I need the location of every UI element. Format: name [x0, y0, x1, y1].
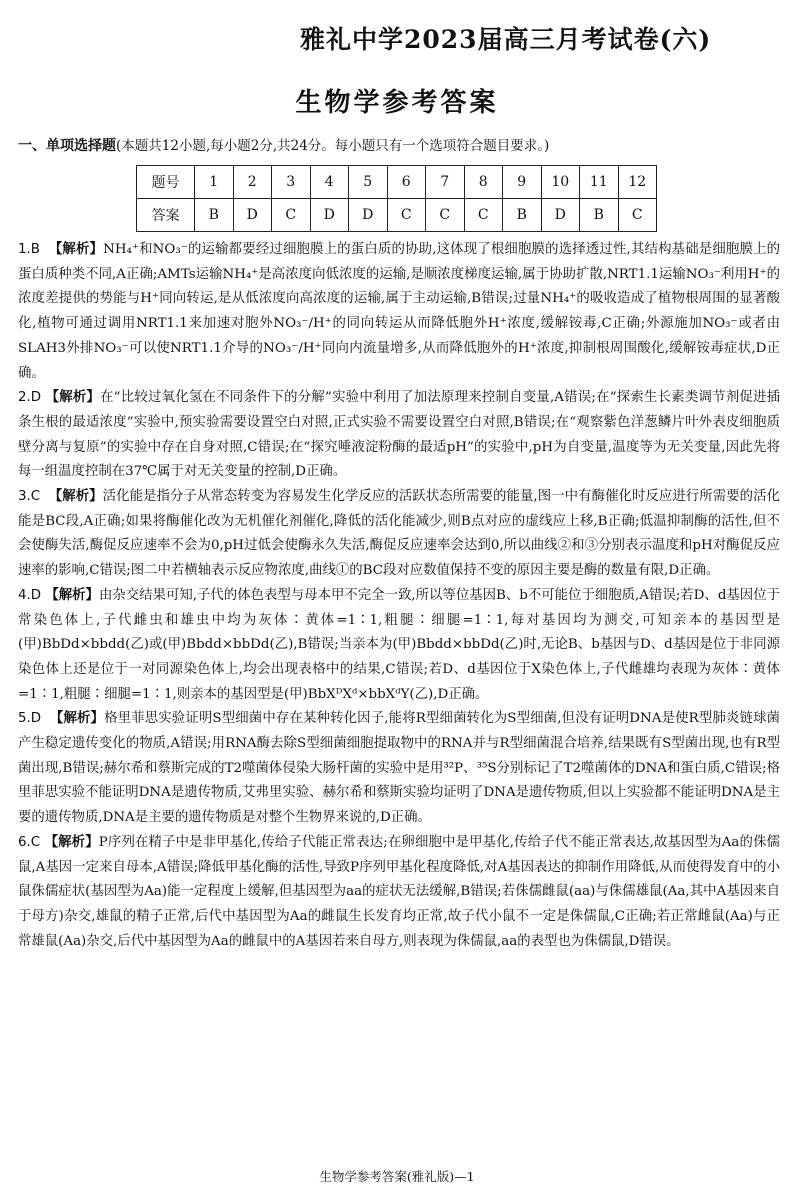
- item-number: 4.D: [18, 587, 42, 603]
- analysis-tag: 【解析】: [48, 242, 104, 257]
- item-text: 由杂交结果可知,子代的体色表型与母本甲不完全一致,所以等位基因B、b不可能位于细胞质,A错误;若D、d基因位于常染色体上,子代雌虫和雄虫中均为灰体∶黄体=1∶1,粗腿∶细腿=1∶1,每对基因均为测交,可知亲本的基因型是(甲)BbDd×bbdd(乙)或(甲)Bbdd×bbDd(乙),B错误;当亲本为(甲)Bbdd×bbDd(乙)时,无论B、b基因与D、d基因是位于非同源染色体上还是位于一对同源染色体上,均会出现表格中的结果,C错误;若D、d基因位于X染色体上,子代雌雄均表现为灰体∶黄体=1∶1,粗腿∶细腿=1∶1,则亲本的基因型是(甲)BbXᴰXᵈ×bbXᵈY(乙),D正确。: [18, 587, 780, 702]
- question-number: 5: [349, 166, 388, 199]
- answer-cell: C: [464, 199, 503, 232]
- explanations: [18, 238, 780, 954]
- answer-cell: B: [195, 199, 234, 232]
- answer-cell: B: [580, 199, 619, 232]
- answer-cell: D: [233, 199, 272, 232]
- page-footer: 生物学参考答案(雅礼版)—1: [319, 1169, 475, 1184]
- answer-cell: B: [503, 199, 542, 232]
- answer-cell: D: [541, 199, 580, 232]
- analysis-tag: 【解析】: [45, 587, 99, 603]
- row-label-answer: 答案: [137, 199, 195, 232]
- item-text: 活化能是指分子从常态转变为容易发生化学反应的活跃状态所需要的能量,图一中有酶催化时反应进行所需要的活化能是BC段,A正确;如果将酶催化改为无机催化剂催化,降低的活化能减少,则B点对应的虚线应上移,B正确;低温抑制酶的活性,但不会使酶失活,酶促反应速率不会为0,pH过低会使酶永久失活,酶促反应速率会达到0,所以曲线②和③分别表示温度和pH对酶促反应速率的影响,C错误;图二中若横轴表示反应物浓度,曲线①的BC段对应数值保持不变的原因主要是酶的数量有限,D正确。: [18, 489, 780, 579]
- analysis-tag: 【解析】: [49, 711, 105, 727]
- answer-cell: C: [618, 199, 657, 232]
- analysis-tag: 【解析】: [44, 834, 99, 850]
- answer-key-title: 生物学参考答案: [295, 88, 499, 118]
- question-number: 8: [464, 166, 503, 199]
- explanation-item: [18, 238, 780, 386]
- answer-cell: D: [310, 199, 349, 232]
- answer-cell: C: [426, 199, 465, 232]
- row-label-number: 题号: [137, 166, 195, 199]
- answer-table: [136, 165, 657, 232]
- answer-cell: C: [387, 199, 426, 232]
- question-number: 11: [580, 166, 619, 199]
- explanation-item: [18, 386, 780, 485]
- section-label: 一、单项选择题: [18, 138, 116, 154]
- item-text: P序列在精子中是非甲基化,传给子代能正常表达;在卵细胞中是甲基化,传给子代不能正常表达,故基因型为Aa的侏儒鼠,A基因一定来自母本,A错误;降低甲基化酶的活性,导致P序列甲基化程度降低,对A基因表达的抑制作用降低,从而使得发育中的小鼠侏儒症状(基因型为Aa)能一定程度上缓解,但基因型为aa的症状无法缓解,B错误;若侏儒雌鼠(aa)与侏儒雄鼠(Aa,其中A基因来自于母方)杂交,雄鼠的精子正常,后代中基因型为Aa的雌鼠生长发育均正常,故子代小鼠不一定是侏儒鼠,C正确;若正常雌鼠(Aa)与正常雄鼠(Aa)杂交,后代中基因型为Aa的雌鼠中的A基因若来自母方,则表现为侏儒鼠,aa的表型也为侏儒鼠,D错误。: [18, 834, 781, 949]
- item-number: 1.B: [18, 242, 40, 257]
- question-number: 2: [233, 166, 272, 199]
- analysis-tag: 【解析】: [48, 489, 103, 505]
- item-text: 格里菲思实验证明S型细菌中存在某种转化因子,能将R型细菌转化为S型细菌,但没有证明DNA是使R型肺炎链球菌产生稳定遗传变化的物质,A错误;用RNA酶去除S型细菌细胞提取物中的RNA并与R型细菌混合培养,结果既有S型菌出现,也有R型菌出现,B错误;赫尔希和蔡斯完成的T2噬菌体侵染大肠杆菌的实验中是用³²P、³⁵S分别标记了T2噬菌体的DNA和蛋白质,C错误;格里菲思实验不能证明DNA是遗传物质,艾弗里实验、赫尔希和蔡斯实验均证明了DNA是遗传物质,但以上实验都不能证明DNA是主要的遗传物质,DNA是主要的遗传物质是对整个生物界来说的,D正确。: [18, 711, 781, 826]
- question-number: 3: [272, 166, 311, 199]
- analysis-tag: 【解析】: [45, 390, 101, 406]
- item-number: 3.C: [18, 489, 41, 505]
- item-number: 2.D: [18, 390, 42, 406]
- explanation-item: [18, 707, 780, 831]
- answer-cell: C: [272, 199, 311, 232]
- explanation-item: [18, 485, 780, 584]
- explanation-item: [18, 831, 780, 955]
- item-text: 在“比较过氧化氢在不同条件下的分解”实验中利用了加法原理来控制自变量,A错误;在“探索生长素类调节剂促进插条生根的最适浓度”实验中,预实验需要设置空白对照,正式实验不需要设置空白对照,B错误;在“观察紫色洋葱鳞片叶外表皮细胞质壁分离与复原”的实验中存在自身对照,C错误;在“探究唾液淀粉酶的最适pH”的实验中,pH为自变量,温度等为无关变量,因此先将每一组温度控制在37℃属于对无关变量的控制,D正确。: [18, 390, 780, 480]
- question-number-row: [137, 166, 657, 199]
- answer-cell: D: [349, 199, 388, 232]
- question-number: 1: [195, 166, 234, 199]
- section-note: (本题共12小题,每小题2分,共24分。每小题只有一个选项符合题目要求。): [116, 138, 550, 154]
- question-number: 9: [503, 166, 542, 199]
- answer-row: [137, 199, 657, 232]
- item-number: 5.D: [18, 711, 42, 727]
- section-heading: [18, 137, 778, 155]
- question-number: 12: [618, 166, 657, 199]
- question-number: 10: [541, 166, 580, 199]
- question-number: 6: [387, 166, 426, 199]
- item-number: 6.C: [18, 834, 41, 850]
- exam-title: 雅礼中学2023届高三月考试卷(六): [300, 25, 712, 54]
- explanation-item: [18, 584, 780, 708]
- item-text: NH₄⁺和NO₃⁻的运输都要经过细胞膜上的蛋白质的协助,这体现了根细胞膜的选择透过性,其结构基础是细胞膜上的蛋白质种类不同,A正确;AMTs运输NH₄⁺是高浓度向低浓度的运输,是顺浓度梯度运输,属于协助扩散,NRT1.1运输NO₃⁻利用H⁺的浓度差提供的势能与H⁺同向转运,是从低浓度向高浓度的运输,属于主动运输,B错误;过量NH₄⁺的吸收造成了植物根周围的显著酸化,植物可通过调用NRT1.1来加速对胞外NO₃⁻/H⁺的同向转运从而降低胞外H⁺浓度,缓解铵毒,C正确;外源施加NO₃⁻或者由SLAH3外排NO₃⁻可以使NRT1.1介导的NO₃⁻/H⁺同向内流量增多,从而降低胞外的H⁺浓度,抑制根周围酸化,缓解铵毒症状,D正确。: [18, 242, 780, 381]
- question-number: 4: [310, 166, 349, 199]
- question-number: 7: [426, 166, 465, 199]
